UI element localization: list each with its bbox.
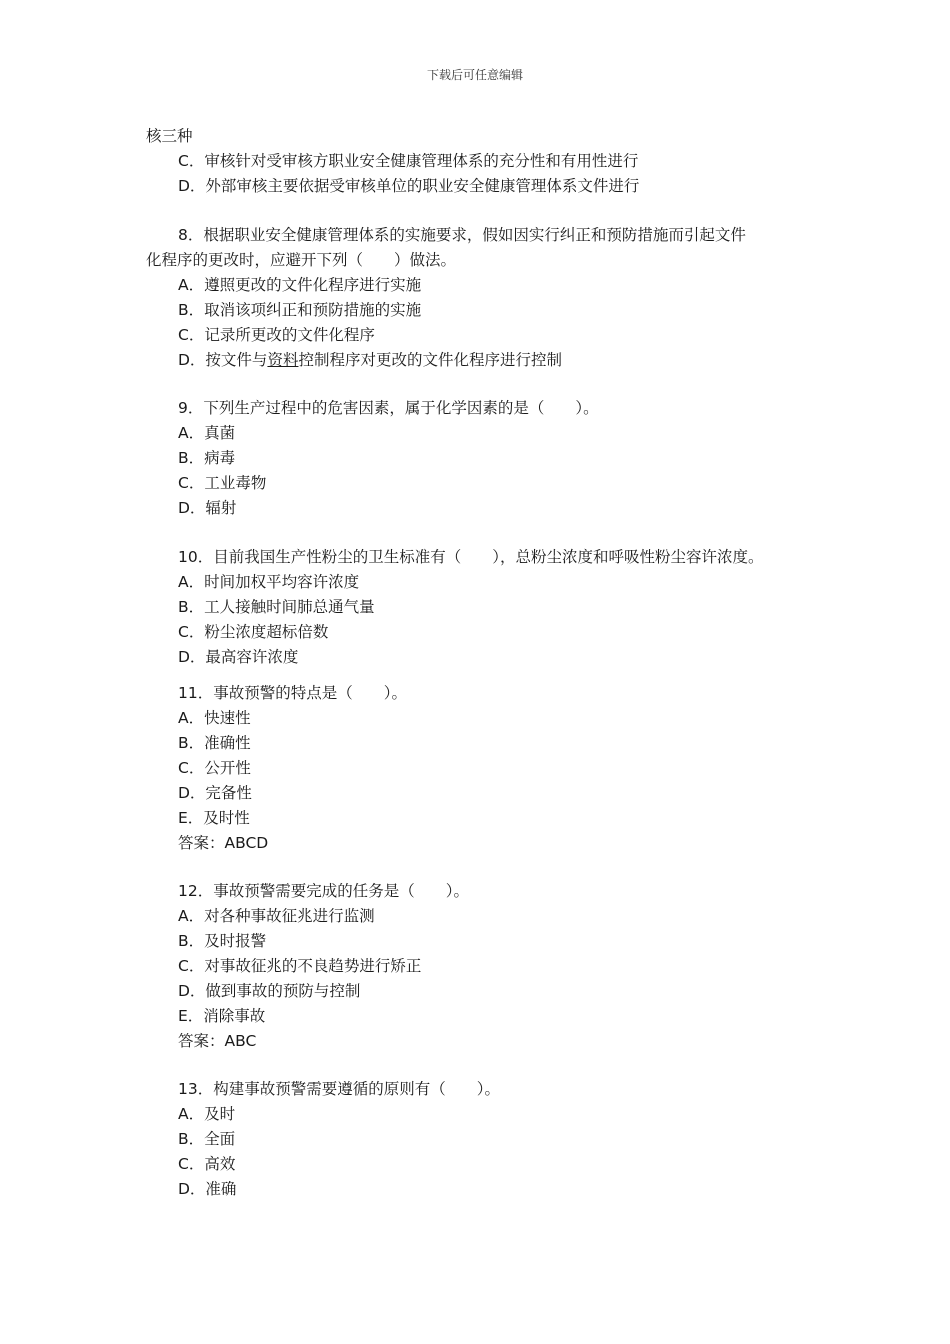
- option-c: C．工业毒物: [178, 474, 267, 492]
- option-a: A．时间加权平均容许浓度: [178, 573, 360, 591]
- answer: 答案：ABC: [178, 1032, 257, 1050]
- option-b: B．及时报警: [178, 932, 267, 950]
- option-d: [178, 350, 562, 370]
- option-b: B．工人接触时间肺总通气量: [178, 598, 375, 616]
- option-d: D．完备性: [178, 784, 252, 802]
- question-12: 12．事故预警需要完成的任务是（ ）。: [178, 882, 469, 900]
- underlined-term: 资料: [267, 351, 299, 369]
- question-8-continued: 化程序的更改时，应避开下列（ ）做法。: [146, 251, 457, 269]
- option-b: B．全面: [178, 1130, 236, 1148]
- answer: 答案：ABCD: [178, 834, 269, 852]
- option-d: D．做到事故的预防与控制: [178, 982, 361, 1000]
- option-c: C．公开性: [178, 759, 251, 777]
- option-c: C．粉尘浓度超标倍数: [178, 623, 329, 641]
- page-header: 下载后可任意编辑: [426, 68, 523, 82]
- option-b: B．取消该项纠正和预防措施的实施: [178, 301, 422, 319]
- question-13: 13．构建事故预警需要遵循的原则有（ ）。: [178, 1080, 500, 1098]
- option-d: D．准确: [178, 1180, 237, 1198]
- option-a: A．对各种事故征兆进行监测: [178, 907, 375, 925]
- option-d-prefix: D．按文件与: [178, 351, 268, 369]
- option-d: D．辐射: [178, 499, 237, 517]
- question-10: 10．目前我国生产性粉尘的卫生标准有（ ），总粉尘浓度和呼吸性粉尘容许浓度。: [178, 548, 764, 566]
- option-e: E．及时性: [178, 809, 250, 827]
- option-a: A．快速性: [178, 709, 251, 727]
- question-8: 8．根据职业安全健康管理体系的实施要求，假如因实行纠正和预防措施而引起文件: [178, 226, 746, 244]
- text-line: 核三种: [146, 127, 193, 145]
- option-e: E．消除事故: [178, 1007, 266, 1025]
- question-11: 11．事故预警的特点是（ ）。: [178, 684, 407, 702]
- option-b: B．准确性: [178, 734, 251, 752]
- option-a: A．真菌: [178, 424, 236, 442]
- option-a: A．及时: [178, 1105, 236, 1123]
- option-c: C．记录所更改的文件化程序: [178, 326, 375, 344]
- question-9: 9．下列生产过程中的危害因素，属于化学因素的是（ ）。: [178, 399, 599, 417]
- option-c: C．高效: [178, 1155, 236, 1173]
- option-d: D．最高容许浓度: [178, 648, 299, 666]
- option-c: C．审核针对受审核方职业安全健康管理体系的充分性和有用性进行: [178, 152, 639, 170]
- option-d: D．外部审核主要依据受审核单位的职业安全健康管理体系文件进行: [178, 177, 640, 195]
- option-d-suffix: 控制程序对更改的文件化程序进行控制: [298, 351, 562, 369]
- option-b: B．病毒: [178, 449, 236, 467]
- option-a: A．遵照更改的文件化程序进行实施: [178, 276, 422, 294]
- option-c: C．对事故征兆的不良趋势进行矫正: [178, 957, 422, 975]
